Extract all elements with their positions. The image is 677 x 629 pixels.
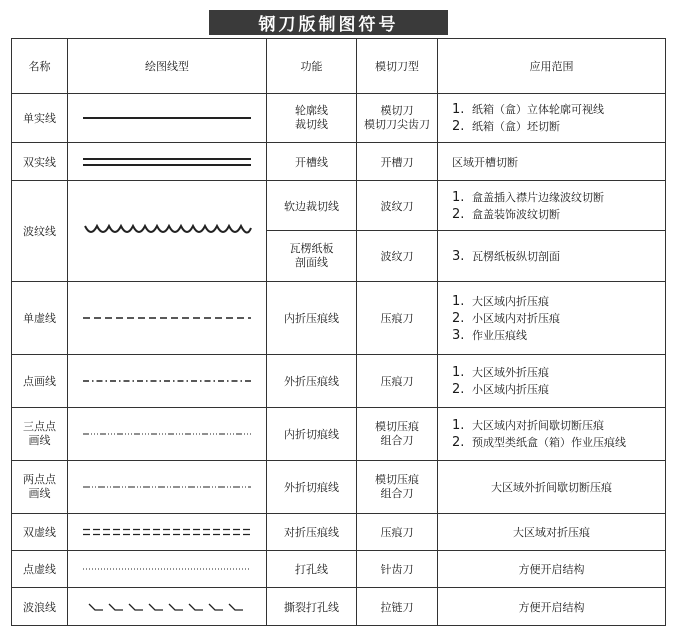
row-function: 瓦楞纸板 剖面线	[267, 231, 357, 282]
row-name: 单虚线	[12, 282, 68, 355]
table-row	[12, 408, 666, 461]
line-sample-three-dot-dash	[68, 408, 267, 461]
line-sample-wave	[68, 181, 267, 282]
row-application: 1. 盒盖插入襟片边缘波纹切断 2. 盒盖装饰波纹切断	[438, 181, 666, 231]
row-name: 三点点 画线	[12, 408, 68, 461]
row-tool: 模切压痕 组合刀	[357, 461, 438, 514]
row-name: 两点点 画线	[12, 461, 68, 514]
row-tool: 模切压痕 组合刀	[357, 408, 438, 461]
line-sample-single-solid	[68, 94, 267, 143]
row-name: 波纹线	[12, 181, 68, 282]
row-application: 1. 大区域内对折间歇切断压痕 2. 预成型类纸盒（箱）作业压痕线	[438, 408, 666, 461]
row-function: 轮廓线 裁切线	[267, 94, 357, 143]
row-function: 打孔线	[267, 551, 357, 588]
row-tool: 压痕刀	[357, 282, 438, 355]
symbol-table	[11, 38, 666, 626]
table-row	[12, 181, 666, 231]
row-tool: 压痕刀	[357, 355, 438, 408]
row-function: 内折压痕线	[267, 282, 357, 355]
table-row	[12, 514, 666, 551]
row-tool: 压痕刀	[357, 514, 438, 551]
table-row	[12, 588, 666, 626]
row-tool: 波纹刀	[357, 181, 438, 231]
row-name: 单实线	[12, 94, 68, 143]
table-row	[12, 461, 666, 514]
row-application: 大区域外折间歇切断压痕	[438, 461, 666, 514]
row-tool: 针齿刀	[357, 551, 438, 588]
row-application: 大区域对折压痕	[438, 514, 666, 551]
row-tool: 波纹刀	[357, 231, 438, 282]
row-function: 撕裂打孔线	[267, 588, 357, 626]
row-name: 点虚线	[12, 551, 68, 588]
table-row	[12, 282, 666, 355]
row-tool: 拉链刀	[357, 588, 438, 626]
line-sample-single-dash	[68, 282, 267, 355]
row-name: 双虚线	[12, 514, 68, 551]
line-sample-double-solid	[68, 143, 267, 181]
row-function: 内折切痕线	[267, 408, 357, 461]
table-row	[12, 94, 666, 143]
row-application: 1. 纸箱（盒）立体轮廓可视线 2. 纸箱（盒）坯切断	[438, 94, 666, 143]
row-function: 对折压痕线	[267, 514, 357, 551]
row-name: 波浪线	[12, 588, 68, 626]
header-function: 功能	[267, 39, 357, 94]
table-row	[12, 551, 666, 588]
header-application: 应用范围	[438, 39, 666, 94]
row-function: 外折压痕线	[267, 355, 357, 408]
row-tool: 开槽刀	[357, 143, 438, 181]
row-name: 点画线	[12, 355, 68, 408]
row-application: 1. 大区域内折压痕 2. 小区域内对折压痕 3. 作业压痕线	[438, 282, 666, 355]
row-function: 外折切痕线	[267, 461, 357, 514]
header-tool: 模切刀型	[357, 39, 438, 94]
row-application: 3. 瓦楞纸板纵切剖面	[438, 231, 666, 282]
row-function: 开槽线	[267, 143, 357, 181]
page-title: 钢刀版制图符号	[209, 10, 448, 35]
line-sample-dash-dot	[68, 355, 267, 408]
table-row	[12, 355, 666, 408]
line-sample-two-dot-dash	[68, 461, 267, 514]
row-tool: 模切刀 模切刀尖齿刀	[357, 94, 438, 143]
row-application: 1. 大区域外折压痕 2. 小区域内折压痕	[438, 355, 666, 408]
row-application: 方便开启结构	[438, 588, 666, 626]
row-application: 方便开启结构	[438, 551, 666, 588]
header-row	[12, 39, 666, 94]
table-row	[12, 143, 666, 181]
row-application: 区域开槽切断	[438, 143, 666, 181]
header-name: 名称	[12, 39, 68, 94]
row-name: 双实线	[12, 143, 68, 181]
line-sample-double-dash	[68, 514, 267, 551]
line-sample-dotted	[68, 551, 267, 588]
row-function: 软边裁切线	[267, 181, 357, 231]
line-sample-zigzag	[68, 588, 267, 626]
header-drawing: 绘图线型	[68, 39, 267, 94]
